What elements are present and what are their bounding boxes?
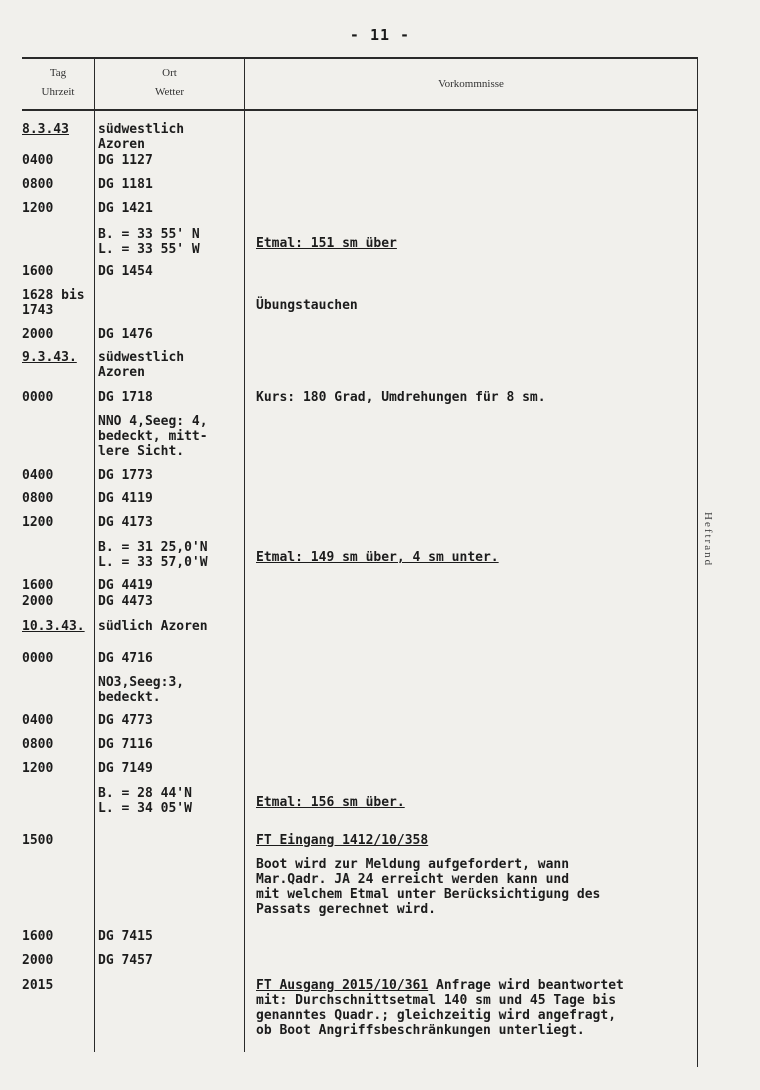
time-cell: 1200	[22, 515, 54, 530]
place-cell: DG 4419	[98, 578, 153, 593]
ft-ausgang-label: FT Ausgang 2015/10/361	[256, 978, 429, 993]
place-cell: DG 1421	[98, 201, 153, 216]
place-cell: DG 7116	[98, 737, 153, 752]
place-cell: DG 4119	[98, 491, 153, 506]
event-text	[256, 978, 624, 1038]
time-cell: 0800	[22, 177, 54, 192]
place-cell: südwestlich Azoren	[98, 122, 185, 152]
time-cell: 2000	[22, 953, 54, 968]
event-cell: Kurs: 180 Grad, Umdrehungen für 8 sm.	[256, 390, 546, 405]
time-cell: 1628 bis 1743	[22, 288, 85, 318]
event-cell: Etmal: 149 sm über, 4 sm unter.	[256, 550, 499, 565]
place-cell: südwestlich Azoren	[98, 350, 185, 380]
time-cell: 1500	[22, 833, 54, 848]
weather-cell: NNO 4,Seeg: 4, bedeckt, mitt- lere Sicht.	[98, 414, 208, 459]
time-cell: 0000	[22, 390, 54, 405]
time-cell: 1600	[22, 264, 54, 279]
header-vorkommnisse: Vorkommnisse	[438, 78, 504, 90]
time-cell: 0800	[22, 491, 54, 506]
header-rule	[22, 109, 698, 111]
header-tag-uhrzeit: Tag Uhrzeit	[41, 67, 75, 98]
position-cell: B. = 31 25,0'N L. = 33 57,0'W	[98, 540, 208, 570]
time-cell: 2000	[22, 594, 54, 609]
ft-ausgang-text: Anfrage wird beantwortet mit: Durchschnittsetmal 140 sm und 45 Tage bis genanntes Quadr.; gleichzeitig wird angefragt, ob Boot Angriffsbeschränkungen unterliegt.	[256, 978, 624, 1038]
time-cell: 0000	[22, 651, 54, 666]
place-cell: DG 1127	[98, 153, 153, 168]
time-cell: 0800	[22, 737, 54, 752]
col-divider-2	[244, 57, 245, 1052]
event-cell: Etmal: 156 sm über.	[256, 795, 405, 810]
place-cell: DG 7415	[98, 929, 153, 944]
date-cell: 9.3.43.	[22, 350, 77, 365]
event-cell: FT Eingang 1412/10/358	[256, 833, 429, 848]
place-cell: DG 1181	[98, 177, 153, 192]
time-cell: 1600	[22, 929, 54, 944]
place-cell: südlich Azoren	[98, 619, 208, 634]
header-ort-wetter: Ort Wetter	[154, 67, 185, 98]
event-cell: Übungstauchen	[256, 298, 358, 313]
time-cell: 0400	[22, 713, 54, 728]
time-cell: 0400	[22, 153, 54, 168]
time-cell: 0400	[22, 468, 54, 483]
place-cell: DG 4173	[98, 515, 153, 530]
date-cell: 8.3.43	[22, 122, 69, 137]
time-cell: 2000	[22, 327, 54, 342]
col-divider-1	[94, 57, 95, 1052]
weather-cell: NO3,Seeg:3, bedeckt.	[98, 675, 185, 705]
place-cell: DG 1454	[98, 264, 153, 279]
margin-note: Heftrand	[702, 512, 714, 568]
date-cell: 10.3.43.	[22, 619, 85, 634]
event-cell: Etmal: 151 sm über	[256, 236, 397, 251]
place-cell: DG 7457	[98, 953, 153, 968]
page-number: - 11 -	[349, 26, 411, 44]
time-cell: 1200	[22, 201, 54, 216]
place-cell: DG 1476	[98, 327, 153, 342]
event-text: Boot wird zur Meldung aufgefordert, wann Mar.Qadr. JA 24 erreicht werden kann und mit welchem Etmal unter Berücksichtigung des Passats gerechnet wird.	[256, 857, 601, 917]
position-cell: B. = 33 55' N L. = 33 55' W	[98, 227, 200, 257]
time-cell: 2015	[22, 978, 54, 993]
place-cell: DG 1773	[98, 468, 153, 483]
time-cell: 1600	[22, 578, 54, 593]
place-cell: DG 1718	[98, 390, 153, 405]
place-cell: DG 4473	[98, 594, 153, 609]
right-border	[697, 57, 698, 1067]
place-cell: DG 4716	[98, 651, 153, 666]
top-rule	[22, 57, 698, 59]
place-cell: DG 4773	[98, 713, 153, 728]
place-cell: DG 7149	[98, 761, 153, 776]
position-cell: B. = 28 44'N L. = 34 05'W	[98, 786, 192, 816]
time-cell: 1200	[22, 761, 54, 776]
